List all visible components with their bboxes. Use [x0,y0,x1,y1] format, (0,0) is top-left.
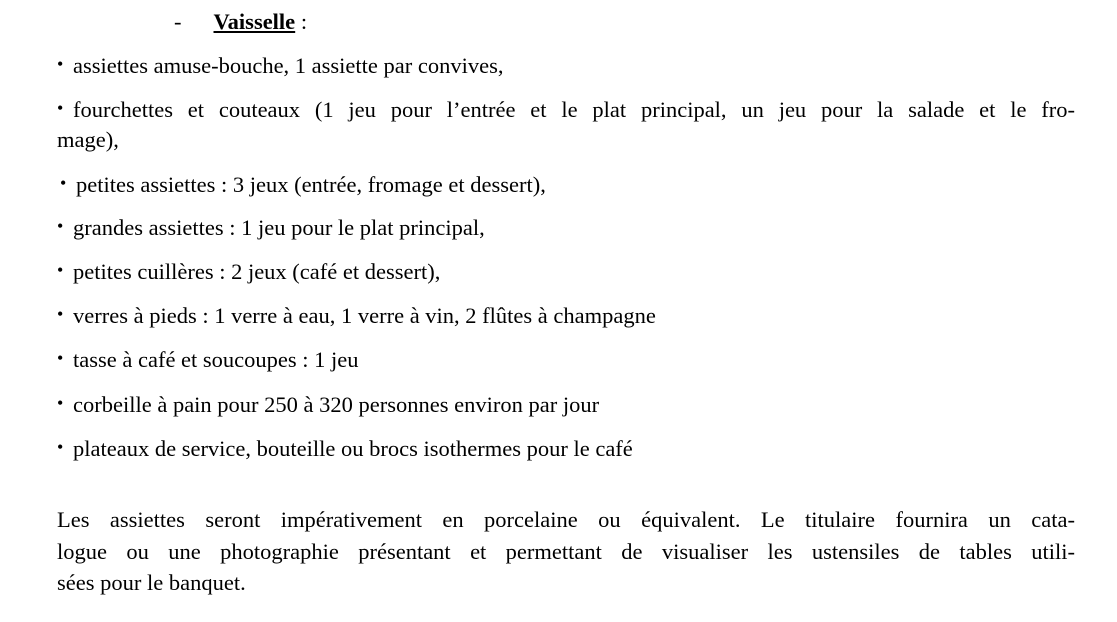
bullet-icon: • [57,304,64,324]
heading-title: Vaisselle [213,9,296,34]
item-text: plateaux de service, bouteille ou brocs isothermes pour le café [73,436,633,461]
dash: - [174,9,182,34]
item-text: fourchettes et couteaux (1 jeu pour l’entrée et le plat principal, un jeu pour la salade et le fro- [73,97,1075,122]
bullet-icon: • [57,98,64,118]
list-item [57,301,656,329]
list-item [57,257,440,285]
item-text: corbeille à pain pour 250 à 320 personnes environ par jour [73,392,600,417]
bullet-icon: • [57,54,64,74]
item-text: grandes assiettes : 1 jeu pour le plat principal, [73,215,485,240]
item-text: assiettes amuse-bouche, 1 assiette par convives, [73,53,504,78]
list-item [60,170,546,198]
bullet-icon: • [57,348,64,368]
heading-colon: : [295,9,308,34]
list-item [57,434,633,462]
list-item [57,345,359,373]
list-item-continuation: mage), [57,127,119,152]
list-item [57,95,1075,123]
bullet-icon: • [57,216,64,236]
paragraph-line: Les assiettes seront impérativement en porcelaine ou équivalent. Le titulaire fournira un cata- [57,507,1075,532]
bullet-icon: • [60,173,67,193]
list-item [57,51,504,79]
list-item [57,390,599,418]
item-text: tasse à café et soucoupes : 1 jeu [73,347,359,372]
item-text: verres à pieds : 1 verre à eau, 1 verre à vin, 2 flûtes à champagne [73,303,656,328]
paragraph-line: sées pour le banquet. [57,570,246,595]
list-item [57,213,485,241]
bullet-icon: • [57,393,64,413]
section-heading [174,9,307,35]
bullet-icon: • [57,437,64,457]
item-text: petites cuillères : 2 jeux (café et dessert), [73,259,441,284]
bullet-icon: • [57,260,64,280]
item-text: petites assiettes : 3 jeux (entrée, fromage et dessert), [76,172,546,197]
paragraph-line: logue ou une photographie présentant et permettant de visualiser les ustensiles de tables utili- [57,539,1075,564]
